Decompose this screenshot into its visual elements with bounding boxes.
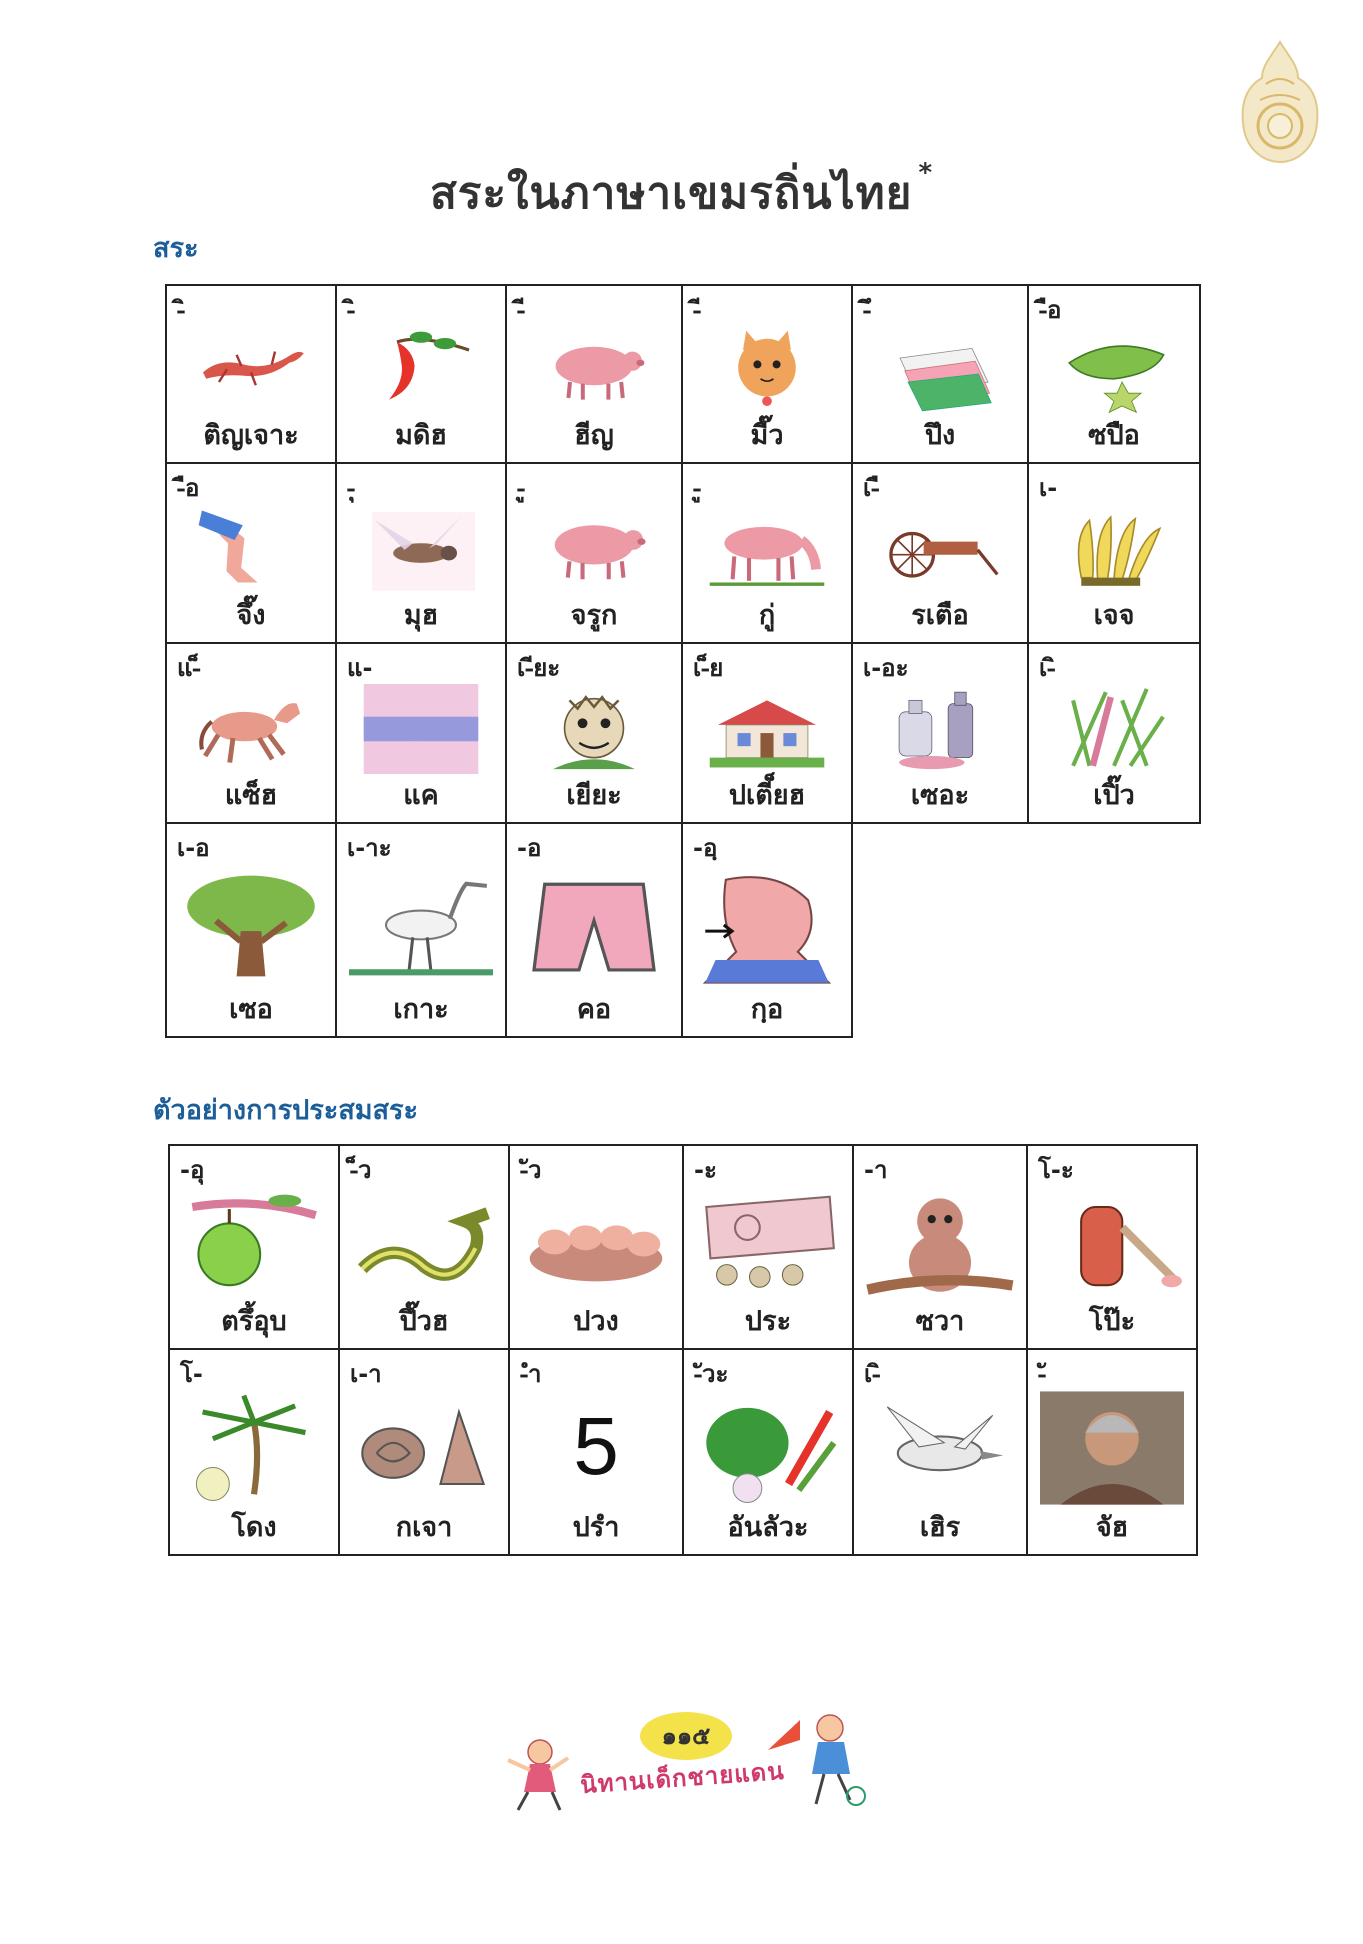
vowel-card [1029, 464, 1201, 644]
vowel-card [337, 644, 507, 824]
vowel-card [167, 824, 337, 1038]
page-number: ๑๑๕ [640, 1712, 732, 1760]
vowel-card [507, 286, 683, 464]
vowel-symbol: เ-อะ [863, 654, 909, 682]
grass-icon [1041, 684, 1187, 774]
vowel-symbol: โ-ะ [1038, 1156, 1074, 1184]
example-word: ซวา [915, 1306, 965, 1337]
shorts-icon [519, 864, 669, 988]
vowel-card [340, 1350, 510, 1556]
vowel-card [507, 644, 683, 824]
example-word: ซปือ [1088, 420, 1140, 451]
house-icon [695, 684, 839, 774]
example-word: ปึ๊วฮ [399, 1306, 449, 1337]
leg-icon [179, 504, 323, 594]
vowel-symbol: โ- [180, 1360, 203, 1388]
vowel-card [510, 1350, 684, 1556]
vowel-card [853, 464, 1029, 644]
example-word: เซอ [229, 994, 273, 1025]
vowel-symbol: เ- [1039, 474, 1058, 502]
vowel-symbol: -ำ [520, 1360, 542, 1388]
vowel-card [170, 1146, 340, 1350]
vowel-symbol: -ุ [347, 474, 355, 502]
vowel-card [170, 1350, 340, 1556]
footer [500, 1700, 890, 1820]
example-word: จึ๊ง [236, 600, 266, 631]
vowel-symbol: เ-าะ [347, 834, 392, 862]
example-word: กฺอ [750, 994, 784, 1025]
neck-icon [695, 864, 839, 988]
stork-icon [349, 864, 493, 988]
example-word: มดิฮ [395, 420, 447, 451]
pig-icon [519, 326, 669, 414]
vowel-symbol: เ-ิ [1039, 654, 1056, 682]
vowel-symbol: -ะ [694, 1156, 717, 1184]
vowel-card [167, 464, 337, 644]
cow-icon [695, 504, 839, 594]
money-icon [696, 1186, 840, 1300]
vowel-symbol: เ-อ [177, 834, 210, 862]
vowel-card [340, 1146, 510, 1350]
vowel-card [167, 644, 337, 824]
vowel-card [1029, 286, 1201, 464]
eggs-icon [522, 1186, 670, 1300]
example-word: มี๊ว [750, 420, 784, 451]
vowel-card [1028, 1350, 1198, 1556]
example-word: เจจ [1093, 600, 1135, 631]
horse-icon [179, 684, 323, 774]
vowel-symbol: เ-ื [863, 474, 880, 502]
example-word: เซอะ [910, 780, 970, 811]
vowel-symbol: แ- [347, 654, 373, 682]
example-word: ตรึ้อุบ [221, 1306, 287, 1337]
example-word: ปเตี็ยฮ [728, 780, 806, 811]
starfruit-icon [1041, 326, 1187, 414]
cart-icon [865, 504, 1015, 594]
vowel-symbol: แ-็ [177, 654, 201, 682]
vowel-card [684, 1146, 854, 1350]
example-word: เกาะ [393, 994, 449, 1025]
example-word: เยียะ [566, 780, 622, 811]
example-word: กเจา [395, 1512, 453, 1543]
cat-icon [695, 326, 839, 414]
vowel-card [683, 286, 853, 464]
snake-icon [352, 1186, 496, 1300]
example-word: ปรำ [572, 1512, 620, 1543]
vowel-symbol: เ-ิ [864, 1360, 881, 1388]
example-word: ประ [744, 1306, 792, 1337]
example-word: เฮิร [919, 1512, 961, 1543]
emblem-icon [1232, 38, 1328, 166]
vowel-card [683, 464, 853, 644]
vowel-symbol: -ิ [177, 296, 185, 324]
numeral-five: 5 [573, 1401, 619, 1492]
monkey-icon [866, 1186, 1014, 1300]
vowel-symbol: -ี [693, 296, 701, 324]
combined-vowel-grid [168, 1144, 1198, 1556]
example-word: ฮีญ [574, 420, 614, 451]
moon-icon [349, 684, 493, 774]
vowel-card [853, 286, 1029, 464]
drum-icon [1040, 1186, 1184, 1300]
vowel-symbol: -ัว [520, 1156, 542, 1184]
vowel-symbol: -ี [517, 296, 525, 324]
vowel-card [507, 464, 683, 644]
vowel-symbol: -า [864, 1156, 888, 1184]
vowel-symbol: -ัวะ [694, 1360, 729, 1388]
fruit-icon [182, 1186, 326, 1300]
vowel-symbol: เ-า [350, 1360, 382, 1388]
shells-icon [352, 1390, 496, 1506]
vegetables-icon [696, 1390, 840, 1506]
vowel-symbol: -ู [693, 474, 701, 502]
vowel-card [854, 1146, 1028, 1350]
vowel-card [853, 644, 1029, 824]
vowel-symbol: -อฺ [693, 834, 718, 862]
wasp-icon [349, 504, 493, 594]
vowel-symbol: -ือ [177, 474, 200, 502]
section-heading-combined-vowels: ตัวอย่างการประสมสระ [153, 1095, 418, 1126]
vowel-symbol: -ู [517, 474, 525, 502]
vowel-card [854, 1350, 1028, 1556]
example-word: ปึง [924, 420, 956, 451]
coconut-icon [182, 1390, 326, 1506]
vowel-card [683, 824, 853, 1038]
section-heading-vowels: สระ [153, 233, 199, 264]
vowel-card [167, 286, 337, 464]
example-word: คอ [576, 994, 612, 1025]
book-title: นิทานเด็กชายแดน [579, 1756, 786, 1800]
vowel-card [337, 464, 507, 644]
old-woman-icon [1040, 1390, 1184, 1506]
vowel-card [1028, 1146, 1198, 1350]
pig-icon [519, 504, 669, 594]
tree-icon [179, 864, 323, 988]
vowel-symbol: -ิ [347, 296, 355, 324]
vowel-symbol: -็ว [350, 1156, 372, 1184]
vowel-symbol: -อุ [180, 1156, 205, 1184]
demon-icon [519, 684, 669, 774]
page-title [0, 158, 1363, 228]
example-word: โดง [231, 1512, 277, 1543]
vowel-grid [165, 284, 1201, 1038]
example-word: จัฮ [1095, 1512, 1129, 1543]
vowel-symbol: -ึ [863, 296, 871, 324]
example-word: เปิ๊ว [1093, 780, 1135, 811]
bottles-icon [865, 684, 1015, 774]
vowel-symbol: -ือ [1039, 296, 1062, 324]
example-word: แซ็ฮ [224, 780, 278, 811]
example-word: ติญเจาะ [203, 420, 299, 451]
vowel-card [337, 286, 507, 464]
vowel-symbol: เ-ียะ [517, 654, 561, 682]
example-word: อันลัวะ [727, 1512, 809, 1543]
vowel-card [1029, 644, 1201, 824]
example-word: จรูก [570, 600, 618, 631]
page-title-text: สระในภาษาเขมรถิ่นไทย [429, 168, 913, 219]
example-word: รเตือ [911, 600, 969, 631]
example-word: ปวง [573, 1306, 619, 1337]
vowel-card [337, 824, 507, 1038]
vowel-symbol: เ-็ย [693, 654, 724, 682]
example-word: แค [403, 780, 439, 811]
example-word: มุฮ [403, 600, 439, 631]
lizard-icon [179, 326, 323, 414]
vowel-symbol: -อ [517, 834, 542, 862]
chili-icon [349, 326, 493, 414]
vowel-card [684, 1350, 854, 1556]
bird-icon [866, 1390, 1014, 1506]
example-word: โป๊ะ [1088, 1306, 1136, 1337]
bananas-icon [1041, 504, 1187, 594]
vowel-symbol: -ั [1038, 1360, 1046, 1388]
papers-icon [865, 326, 1015, 414]
vowel-card [507, 824, 683, 1038]
vowel-card [510, 1146, 684, 1350]
title-footnote-mark: * [918, 158, 934, 188]
vowel-card [683, 644, 853, 824]
example-word: กู่ [758, 600, 776, 631]
